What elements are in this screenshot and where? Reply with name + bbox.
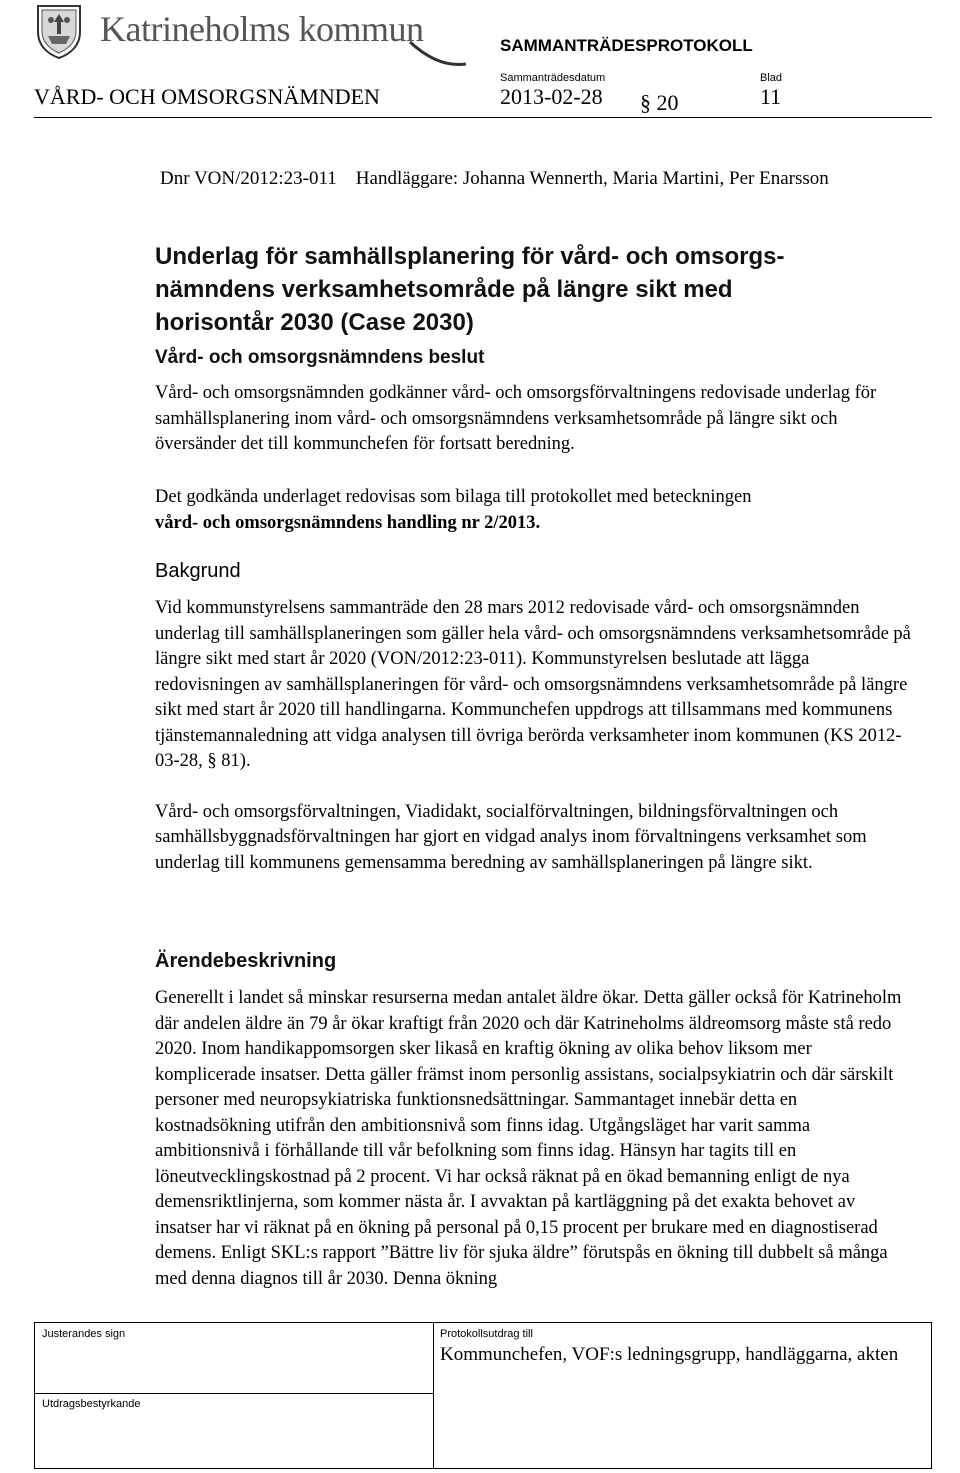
distribution-list: Kommunchefen, VOF:s ledningsgrupp, handläggarna, akten <box>440 1344 899 1365</box>
description-heading: Ärendebeskrivning <box>155 950 337 972</box>
background-paragraph-1: Vid kommunstyrelsens sammanträde den 28 mars 2012 redovisade vård- och omsorgsnämnden underlag till samhällsplaneringen som gäller hela vård- och omsorgsnämndens verksamhetsområde på längre sikt med start år 2020 (VON/2012:23-011). Kommunstyrelsen beslutade att lägga redovisningen av samhällsplaneringen för vård- och omsorgsnämndens verksamhetsområde på längre sikt med start år 2020 till handlingarna. Kommunchefen uppdrogs att tillsammans med kommunens tjänstemannaledning att vidga analysen till övriga berörda verksamheter inom kommunen (KS 2012-03-28, § 81). <box>155 598 911 771</box>
decision-attachment <box>155 485 915 536</box>
page-label: Blad <box>760 72 783 84</box>
organization-name: Katrineholms kommun <box>100 9 424 49</box>
decision-text <box>155 381 915 458</box>
paragraph-number: § 20 <box>640 90 679 115</box>
background-paragraph-2: Vård- och omsorgsförvaltningen, Viadidakt, socialförvaltningen, bildningsförvaltningen och samhällsbyggnadsförvaltningen har gjort en vidgad analys inom förvaltningens verksamhet som underlag till kommunens gemensamma beredning av samhällsplaneringen på längre sikt. <box>155 801 867 873</box>
title-line: horisontår 2030 (Case 2030) <box>155 309 474 336</box>
decision-heading: Vård- och omsorgsnämndens beslut <box>155 347 485 368</box>
coat-of-arms-icon <box>34 2 84 60</box>
extract-label: Utdragsbestyrkande <box>42 1398 141 1410</box>
background-text <box>155 596 915 876</box>
footer-divider-vertical <box>433 1322 434 1469</box>
description-paragraph: Generellt i landet så minskar resurserna medan antalet äldre ökar. Detta gäller också för Katrineholm där andelen äldre än 79 år ökar kraftigt från 2020 och där Katrineholms äldreomsorg måste stå redo 2020. Inom handikappomsorgen sker likaså en kraftig ökning av olika behov liksom mer komplicerade insatser. Detta gäller främst inom personlig assistans, socialpsykiatrin och där särskilt personer med neuropsykiatriska funktionsnedsättningar. Sammantaget innebär detta en kostnadsökning utifrån den ambitionsnivå som finns idag. Utgångsläget har varit samma ambitionsnivå i förhållande till vår befolkning som finns idag. Hänsyn har tagits till en löneutvecklingskostnad på 2 procent. Vi har också räknat på en ökad bemanning enligt de nya demensriktlinjerna, som kommer nästa år. I avvaktan på kartläggning på det exakta behovet av insatser har vi räknat på en ökning på personal på 0,15 procent per brukare med en diagnostiserad demens. Enligt SKL:s rapport ”Bättre liv för sjuka äldre” förutspås en ökning till dubbelt så många med denna diagnos till år 2030. Denna ökning <box>155 988 902 1289</box>
title-line: Underlag för samhällsplanering för vård- och omsorgs- <box>155 243 785 270</box>
description-text <box>155 986 915 1292</box>
footer-divider-horizontal <box>34 1393 434 1394</box>
committee-name: VÅRD- OCH OMSORGSNÄMNDEN <box>34 84 380 109</box>
logo-swoosh <box>408 38 468 70</box>
title-line: nämndens verksamhetsområde på längre sikt med <box>155 276 733 303</box>
reference-line: Dnr VON/2012:23-011 Handläggare: Johanna Wennerth, Maria Martini, Per Enarsson <box>160 168 829 189</box>
document-type: SAMMANTRÄDESPROTOKOLL <box>500 36 753 55</box>
verifier-label: Justerandes sign <box>42 1328 126 1340</box>
document-title <box>155 240 784 339</box>
distribution-label: Protokollsutdrag till <box>440 1328 533 1340</box>
date-label: Sammanträdesdatum <box>500 72 606 84</box>
background-heading: Bakgrund <box>155 560 241 582</box>
header-divider <box>34 117 932 118</box>
meeting-date: 2013-02-28 <box>500 84 603 109</box>
attachment-reference: vård- och omsorgsnämndens handling nr 2/2013. <box>155 512 541 533</box>
decision-paragraph: Vård- och omsorgsnämnden godkänner vård- och omsorgsförvaltningens redovisade underlag för samhällsplanering inom vård- och omsorgsnämndens verksamhetsområde på längre sikt och översänder det till kommunchefen för fortsatt beredning. <box>155 383 877 454</box>
attachment-text: Det godkända underlaget redovisas som bilaga till protokollet med beteckningen <box>155 487 752 507</box>
page-number: 11 <box>760 84 782 109</box>
